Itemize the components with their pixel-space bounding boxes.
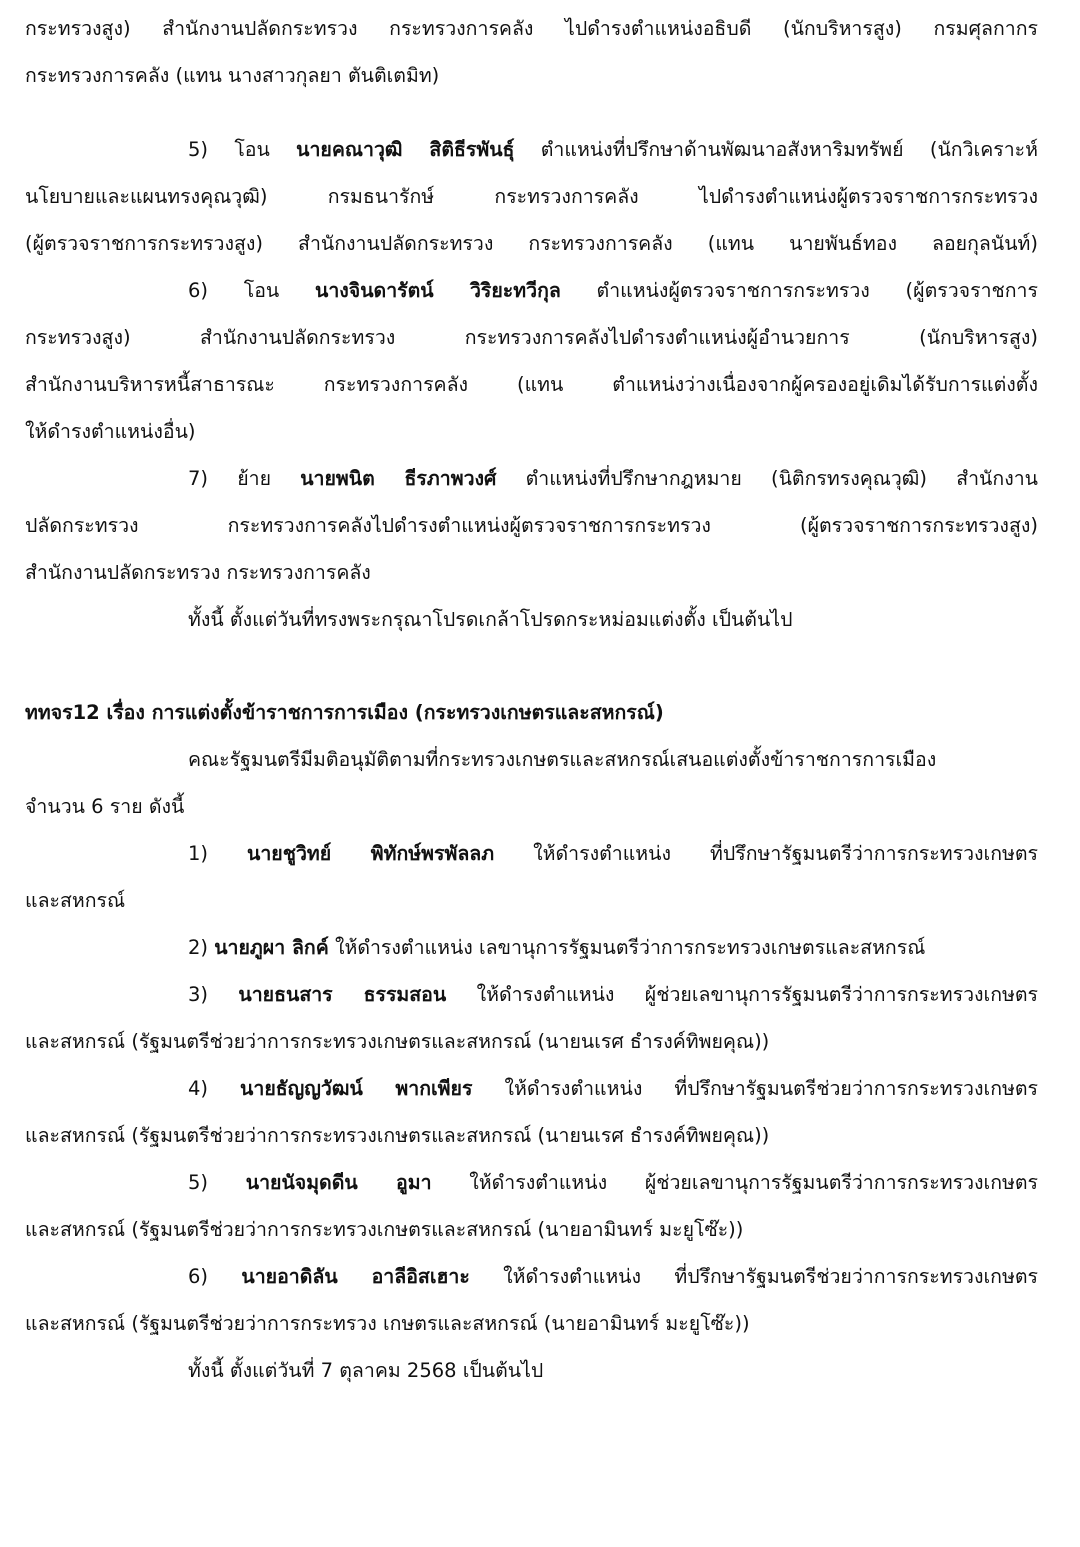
text-line: และสหกรณ์ (รัฐมนตรีช่วยว่าการกระทรวง เกษตรและสหกรณ์ (นายอามินทร์ มะยูโซ๊ะ))	[25, 1312, 750, 1335]
item-6	[25, 267, 1038, 455]
intro-paragraph	[25, 5, 1038, 99]
appointee-4	[25, 1065, 1038, 1112]
text-line: นโยบายและแผนทรงคุณวุฒิ) กรมธนารักษ์ กระทรวงการคลัง ไปดำรงตำแหน่งผู้ตรวจราชการกระทรวง	[25, 185, 1038, 208]
person-name: นายชูวิทย์ พิทักษ์พรพัลลภ	[247, 842, 495, 865]
appointee-1	[25, 830, 1038, 877]
item-number: 6)	[188, 1265, 242, 1288]
text-line: ให้ดำรงตำแหน่งอื่น)	[25, 420, 196, 443]
person-name: นายธนสาร ธรรมสอน	[238, 983, 447, 1006]
person-name: นางจินดารัตน์ วิริยะทวีกุล	[314, 279, 561, 302]
person-name: นายอาดิลัน อาลีอิสเฮาะ	[241, 1265, 470, 1288]
item-text: ให้ดำรงตำแหน่ง ผู้ช่วยเลขานุการรัฐมนตรีว่าการกระทรวงเกษตร	[431, 1171, 1038, 1194]
text-line	[25, 126, 1038, 173]
item-text: ให้ดำรงตำแหน่ง เลขานุการรัฐมนตรีว่าการกระทรวงเกษตรและสหกรณ์	[328, 936, 926, 959]
item-5	[25, 126, 1038, 267]
item-text: ให้ดำรงตำแหน่ง ที่ปรึกษารัฐมนตรีช่วยว่าการกระทรวงเกษตร	[472, 1077, 1038, 1100]
item-text: ให้ดำรงตำแหน่ง ผู้ช่วยเลขานุการรัฐมนตรีว่าการกระทรวงเกษตร	[446, 983, 1038, 1006]
text-line: กระทรวงสูง) สำนักงานปลัดกระทรวง กระทรวงการคลัง ไปดำรงตำแหน่งอธิบดี (นักบริหารสูง) กรมศุลกากร	[25, 17, 1038, 40]
item-number: 7) ย้าย	[188, 467, 301, 490]
item-number: 3)	[188, 983, 239, 1006]
text-line: กระทรวงการคลัง (แทน นางสาวกุลยา ตันติเตมิท)	[25, 64, 440, 87]
text-line: (ผู้ตรวจราชการกระทรวงสูง) สำนักงานปลัดกระทรวง กระทรวงการคลัง (แทน นายพันธ์ทอง ลอยกุลนันท์)	[25, 232, 1038, 255]
text-line: และสหกรณ์ (รัฐมนตรีช่วยว่าการกระทรวงเกษตรและสหกรณ์ (นายอามินทร์ มะยูโซ๊ะ))	[25, 1218, 744, 1241]
item-text: ตำแหน่งที่ปรึกษากฎหมาย (นิติกรทรงคุณวุฒิ) สำนักงาน	[496, 467, 1038, 490]
text-line: และสหกรณ์ (รัฐมนตรีช่วยว่าการกระทรวงเกษตรและสหกรณ์ (นายนเรศ ธำรงค์ทิพยคุณ))	[25, 1030, 770, 1053]
text-line: สำนักงานบริหารหนี้สาธารณะ กระทรวงการคลัง (แทน ตำแหน่งว่างเนื่องจากผู้ครองอยู่เดิมได้รับการแต่งตั้ง	[25, 373, 1038, 396]
person-name: นายพนิต ธีรภาพวงศ์	[300, 467, 497, 490]
appointee-5	[25, 1159, 1038, 1206]
text-line: สำนักงานปลัดกระทรวง กระทรวงการคลัง	[25, 561, 371, 584]
effective-date-line: ทั้งนี้ ตั้งแต่วันที่ทรงพระกรุณาโปรดเกล้าโปรดกระหม่อมแต่งตั้ง เป็นต้นไป	[188, 608, 793, 631]
text-line: และสหกรณ์	[25, 889, 126, 912]
person-name: นายธัญญวัฒน์ พากเพียร	[240, 1077, 473, 1100]
text-line	[25, 267, 1038, 314]
effective-date-line: ทั้งนี้ ตั้งแต่วันที่ 7 ตุลาคม 2568 เป็นต้นไป	[188, 1359, 544, 1382]
item-text: ให้ดำรงตำแหน่ง ที่ปรึกษารัฐมนตรีว่าการกระทรวงเกษตร	[494, 842, 1038, 865]
item-number: 4)	[188, 1077, 241, 1100]
person-name: นายนัจมุดดีน อูมา	[245, 1171, 432, 1194]
item-7	[25, 455, 1038, 643]
appointee-2	[25, 924, 1038, 971]
item-number: 2)	[188, 936, 215, 959]
text-line: ปลัดกระทรวง กระทรวงการคลังไปดำรงตำแหน่งผู้ตรวจราชการกระทรวง (ผู้ตรวจราชการกระทรวงสูง)	[25, 514, 1038, 537]
text-line	[25, 455, 1038, 502]
item-number: 5) โอน	[188, 138, 297, 161]
appointee-6	[25, 1253, 1038, 1300]
item-text: ตำแหน่งผู้ตรวจราชการกระทรวง (ผู้ตรวจราชการ	[560, 279, 1038, 302]
section-12	[25, 689, 1038, 1394]
text-line: กระทรวงสูง) สำนักงานปลัดกระทรวง กระทรวงการคลังไปดำรงตำแหน่งผู้อำนวยการ (นักบริหารสูง)	[25, 326, 1038, 349]
section-heading: ททจร12 เรื่อง การแต่งตั้งข้าราชการการเมือง (กระทรวงเกษตรและสหกรณ์)	[25, 701, 664, 724]
item-text: ตำแหน่งที่ปรึกษาด้านพัฒนาอสังหาริมทรัพย์ (นักวิเคราะห์	[514, 138, 1038, 161]
item-number: 1)	[188, 842, 248, 865]
person-name: นายคณาวุฒิ สิติธีรพันธุ์	[296, 138, 515, 161]
item-number: 5)	[188, 1171, 246, 1194]
text-line: คณะรัฐมนตรีมีมติอนุมัติตามที่กระทรวงเกษตรและสหกรณ์เสนอแต่งตั้งข้าราชการการเมือง	[188, 748, 937, 771]
item-number: 6) โอน	[188, 279, 315, 302]
text-line: และสหกรณ์ (รัฐมนตรีช่วยว่าการกระทรวงเกษตรและสหกรณ์ (นายนเรศ ธำรงค์ทิพยคุณ))	[25, 1124, 770, 1147]
person-name: นายภูผา ลิกค์	[214, 936, 329, 959]
appointee-3	[25, 971, 1038, 1018]
text-line: จำนวน 6 ราย ดังนี้	[25, 795, 185, 818]
item-text: ให้ดำรงตำแหน่ง ที่ปรึกษารัฐมนตรีช่วยว่าการกระทรวงเกษตร	[469, 1265, 1038, 1288]
